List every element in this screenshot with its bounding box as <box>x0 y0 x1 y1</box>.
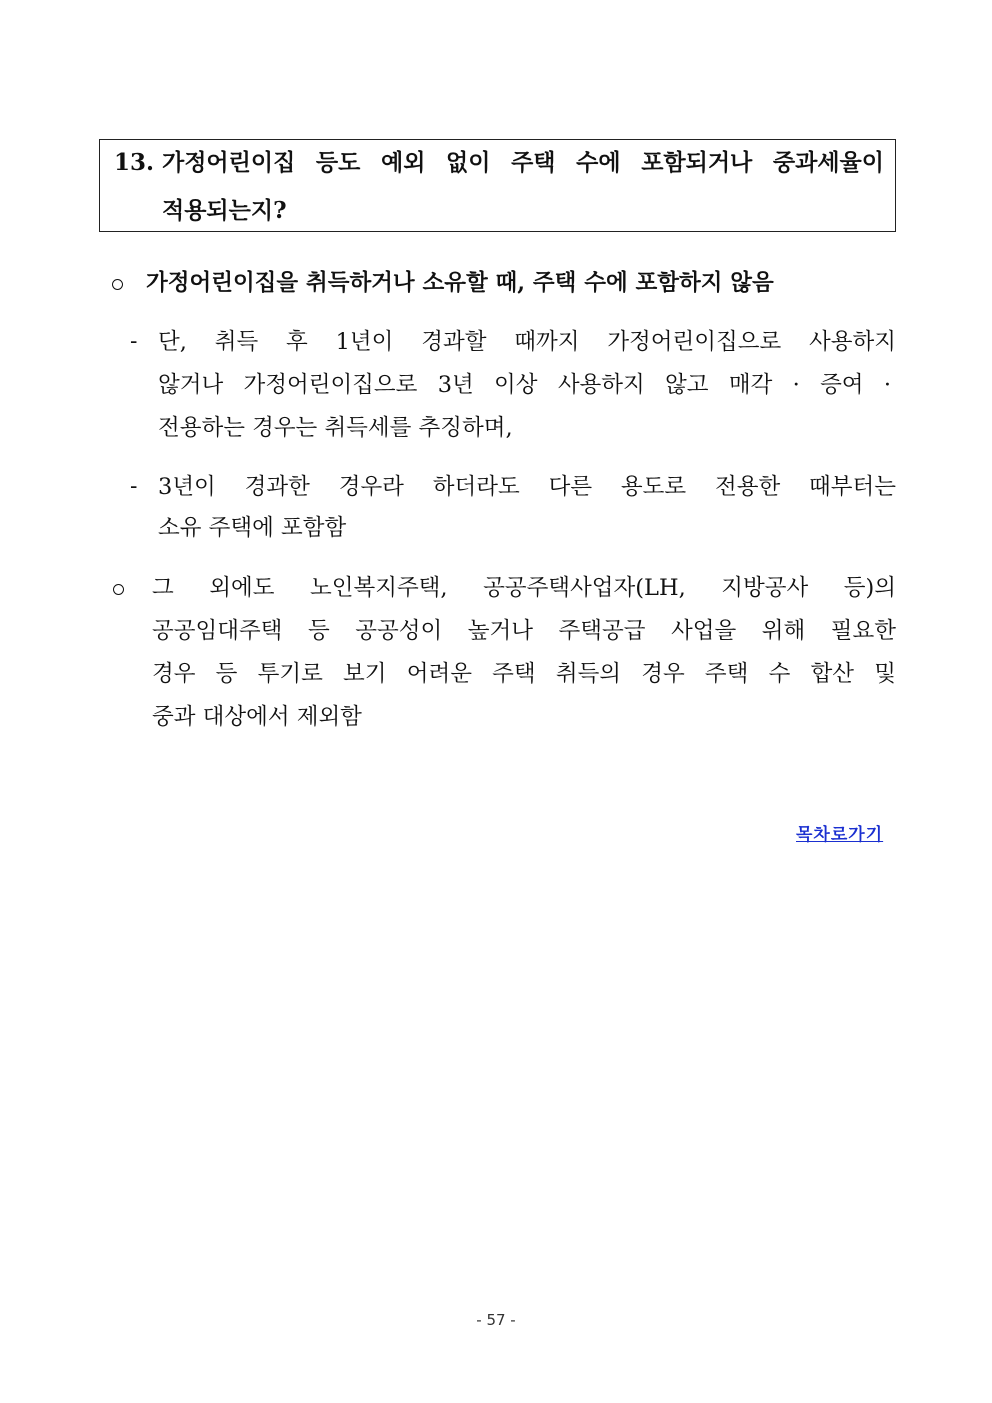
sub2-line1: 3년이 경과한 경우라 하더라도 다른 용도로 전용한 때부터는 <box>158 474 896 500</box>
circle-bullet-icon <box>113 584 124 595</box>
dash-bullet: - <box>130 474 138 499</box>
bullet2-line4: 중과 대상에서 제외함 <box>152 704 362 730</box>
dash-bullet: - <box>130 329 138 354</box>
bullet2-line1: 그 외에도 노인복지주택, 공공주택사업자(LH, 지방공사 등)의 <box>152 575 896 601</box>
bullet2-line2: 공공임대주택 등 공공성이 높거나 주택공급 사업을 위해 필요한 <box>152 618 896 644</box>
page-number: - 57 - <box>476 1311 516 1329</box>
circle-bullet-icon <box>112 279 123 290</box>
question-title-line2: 적용되는지? <box>162 197 287 224</box>
sub2-line2: 소유 주택에 포함함 <box>158 515 347 541</box>
sub1-line3: 전용하는 경우는 취득세를 추징하며, <box>158 415 513 441</box>
sub1-line1: 단, 취득 후 1년이 경과할 때까지 가정어린이집으로 사용하지 <box>158 329 896 355</box>
question-number: 13. <box>114 149 155 176</box>
question-box <box>99 139 896 232</box>
bullet2-line3: 경우 등 투기로 보기 어려운 주택 취득의 경우 주택 수 합산 및 <box>152 661 896 687</box>
sub1-line2: 않거나 가정어린이집으로 3년 이상 사용하지 않고 매각 · 증여 · <box>158 372 891 398</box>
toc-link[interactable]: 목차로가기 <box>796 825 884 845</box>
question-title-line1: 가정어린이집 등도 예외 없이 주택 수에 포함되거나 중과세율이 <box>162 149 884 176</box>
answer-bullet1-text: 가정어린이집을 취득하거나 소유할 때, 주택 수에 포함하지 않음 <box>146 270 774 296</box>
